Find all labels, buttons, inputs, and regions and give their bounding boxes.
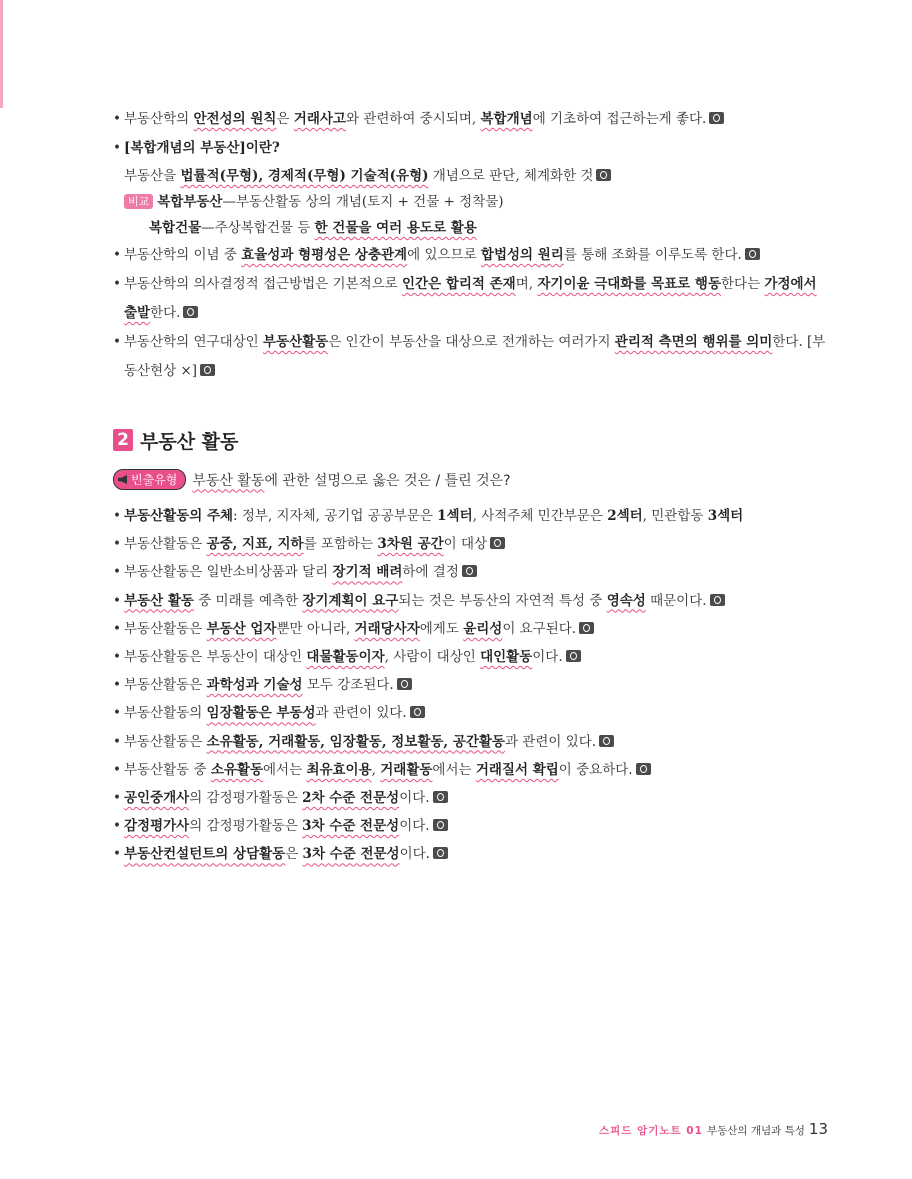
keyword: 공중, 지표, 지하 <box>206 536 304 553</box>
text: —부동산활동 상의 개념(토지 + 건물 + 정착물) <box>222 194 504 210</box>
section-number: 2 <box>113 429 133 451</box>
text: 를 통해 조화를 이루도록 한다. <box>563 247 742 263</box>
keyword: 3차 수준 전문성 <box>302 846 400 863</box>
compare-line <box>113 189 833 215</box>
text: 과 관련이 있다. <box>504 733 597 750</box>
text: 뿐만 아니라, <box>276 620 355 637</box>
text: 모두 강조된다. <box>302 677 394 694</box>
text: 에서는 <box>432 761 476 778</box>
correct-o-icon <box>709 112 724 124</box>
keyword: 한 건물을 여러 용도로 활용 <box>314 220 477 236</box>
list-item <box>113 502 833 530</box>
text: 이다. <box>399 846 430 863</box>
keyword: 과학성과 기술성 <box>206 677 303 694</box>
text: 은 <box>285 846 303 863</box>
page-footer <box>599 1120 828 1138</box>
text: 은 인간이 부동산을 대상으로 전개하는 여러가지 <box>328 334 615 350</box>
text: 때문이다. <box>645 592 707 609</box>
correct-o-icon <box>462 565 477 577</box>
text: , 사적주체 민간부문은 <box>472 508 608 524</box>
footer-chapter: 부동산의 개념과 특성 <box>706 1125 805 1137</box>
text: 이다. <box>532 649 563 666</box>
text: 부동산활동은 <box>124 733 207 750</box>
list-item <box>113 328 833 386</box>
list-item <box>113 840 833 868</box>
keyword: 부동산 업자 <box>206 620 277 637</box>
keyword: 소유활동 <box>210 761 264 778</box>
keyword: 감정평가사 <box>124 818 190 835</box>
correct-o-icon <box>397 678 412 690</box>
list-subitem <box>113 163 833 189</box>
keyword: 부동산활동의 주체 <box>124 508 234 524</box>
keyword: 2차 수준 전문성 <box>302 790 400 807</box>
text: 에 있으므로 <box>407 247 481 263</box>
keyword: 부동산컨설턴트의 상담활동 <box>124 846 286 863</box>
text: 며, <box>515 276 538 292</box>
keyword: 합법성의 원리 <box>480 247 564 263</box>
text: 이 중요하다. <box>558 761 633 778</box>
keyword: 2섹터 <box>607 508 643 524</box>
keyword: 인간은 합리적 존재 <box>402 276 516 292</box>
correct-o-icon <box>579 622 594 634</box>
frequent-type-badge <box>113 469 186 490</box>
keyword: [복합개념의 부동산]이란? <box>124 140 280 156</box>
text: 에게도 <box>419 620 464 637</box>
text: 과 관련이 있다. <box>315 705 407 722</box>
keyword: 부동산 활동 <box>192 472 265 489</box>
page-number: 13 <box>808 1120 828 1138</box>
keyword: 임장활동은 부동성 <box>206 705 316 722</box>
text: 부동산학의 <box>124 111 194 127</box>
text: 되는 것은 부동산의 자연적 특성 중 <box>398 592 607 609</box>
page-edge-marker <box>0 0 3 108</box>
keyword: 복합개념 <box>480 111 533 127</box>
section-2-list <box>113 502 833 869</box>
text: 이 요구된다. <box>502 620 577 637</box>
keyword: 3섹터 <box>707 508 744 524</box>
text: 부동산활동은 <box>124 677 207 694</box>
text: 에서는 <box>263 761 307 778</box>
text: 의 감정평가활동은 <box>189 818 303 835</box>
list-item <box>113 270 833 328</box>
keyword: 효율성과 형평성은 상충관계 <box>241 247 408 263</box>
badge-label: 빈출유형 <box>131 473 178 487</box>
speaker-icon <box>118 475 127 484</box>
text: 부동산활동의 <box>124 705 207 722</box>
text: : 정부, 지자체, 공기업 공공부문은 <box>233 508 438 524</box>
text: 한다. <box>150 305 181 321</box>
keyword: 1섹터 <box>437 508 473 524</box>
keyword: 영속성 <box>606 592 646 609</box>
question-text <box>192 470 510 490</box>
list-item <box>113 784 833 812</box>
correct-o-icon <box>599 735 614 747</box>
keyword: 윤리성 <box>463 620 503 637</box>
list-item <box>113 699 833 727</box>
text: 의 감정평가활동은 <box>189 790 303 807</box>
list-item <box>113 812 833 840</box>
correct-o-icon <box>433 847 448 859</box>
text: 부동산활동은 일반소비상품과 달리 <box>124 564 333 581</box>
text: 부동산활동은 <box>124 536 207 553</box>
keyword: 장기계획이 요구 <box>302 592 399 609</box>
section-title: 부동산 활동 <box>140 430 239 453</box>
keyword: 장기적 배려 <box>332 564 403 581</box>
list-item <box>113 558 833 586</box>
keyword: 법률적(무형), 경제적(무형) 기술적(유형) <box>180 168 429 184</box>
list-item <box>113 241 833 270</box>
text: 은 <box>276 111 294 127</box>
correct-o-icon <box>183 306 198 318</box>
text: , <box>371 761 381 778</box>
correct-o-icon <box>710 594 725 606</box>
correct-o-icon <box>490 537 505 549</box>
compare-line <box>113 215 833 241</box>
correct-o-icon <box>410 706 425 718</box>
correct-o-icon <box>596 169 611 181</box>
text: 부동산활동은 <box>124 620 207 637</box>
text: 부동산학의 의사결정적 접근방법은 기본적으로 <box>124 276 402 292</box>
text: 부동산을 <box>124 168 181 184</box>
list-item <box>113 530 833 558</box>
keyword: 안전성의 원칙 <box>193 111 277 127</box>
list-item <box>113 728 833 756</box>
correct-o-icon <box>636 763 651 775</box>
text: 이다. <box>399 790 430 807</box>
correct-o-icon <box>200 364 215 376</box>
keyword: 3차 수준 전문성 <box>302 818 400 835</box>
text: 중 미래를 예측한 <box>193 592 303 609</box>
correct-o-icon <box>745 248 760 260</box>
question-prompt <box>113 469 511 490</box>
keyword: 최유효이용 <box>306 761 372 778</box>
text: 이다. <box>399 818 430 835</box>
section-1-content <box>113 105 833 386</box>
text: 부동산활동은 부동산이 대상인 <box>124 649 307 666</box>
text: 하에 결정 <box>402 564 459 581</box>
text: —주상복합건물 등 <box>201 220 315 236</box>
list-item <box>113 615 833 643</box>
compare-tag: 비교 <box>124 194 153 209</box>
text: 를 포함하는 <box>303 536 378 553</box>
keyword: 대인활동 <box>480 649 533 666</box>
list-item <box>113 134 833 163</box>
keyword: 복합건물 <box>149 220 202 236</box>
list-item <box>113 643 833 671</box>
keyword: 관리적 측면의 행위를 의미 <box>614 334 773 350</box>
keyword: 3차원 공간 <box>377 536 444 553</box>
correct-o-icon <box>433 819 448 831</box>
correct-o-icon <box>433 791 448 803</box>
keyword: 소유활동, 거래활동, 임장활동, 정보활동, 공간활동 <box>206 733 505 750</box>
keyword: 부동산 활동 <box>124 592 194 609</box>
list-item <box>113 671 833 699</box>
list-item <box>113 756 833 784</box>
keyword: 자기이윤 극대화를 목표로 행동 <box>537 276 721 292</box>
keyword: 거래사고 <box>293 111 346 127</box>
keyword: 복합부동산 <box>157 194 223 210</box>
list-item <box>113 105 833 134</box>
keyword: 부동산활동 <box>263 334 329 350</box>
text: 에 관한 설명으로 옳은 것은 / 틀린 것은? <box>264 472 511 489</box>
text: , 사람이 대상인 <box>384 649 481 666</box>
keyword: 대물활동이자 <box>306 649 385 666</box>
keyword: 거래질서 확립 <box>475 761 559 778</box>
list-item <box>113 587 833 615</box>
text: 와 관련하여 중시되며, <box>345 111 481 127</box>
text: 개념으로 판단, 체계화한 것 <box>428 168 594 184</box>
text: 부동산활동 중 <box>124 761 211 778</box>
keyword: 거래당사자 <box>354 620 420 637</box>
section-heading <box>113 425 238 455</box>
text: , 민관합동 <box>642 508 708 524</box>
text: 부동산학의 연구대상인 <box>124 334 263 350</box>
text: 부동산학의 이념 중 <box>124 247 242 263</box>
keyword: 공인중개사 <box>124 790 190 807</box>
text: 한다는 <box>721 276 765 292</box>
correct-o-icon <box>566 650 581 662</box>
footer-brand: 스피드 암기노트 01 <box>599 1125 703 1137</box>
text: 에 기초하여 접근하는게 좋다. <box>532 111 707 127</box>
text: 이 대상 <box>443 536 488 553</box>
keyword: 거래활동 <box>380 761 433 778</box>
keyword: 가정에서 출발 <box>124 276 817 321</box>
text: 한다. [부동산현상 ×] <box>124 334 826 379</box>
